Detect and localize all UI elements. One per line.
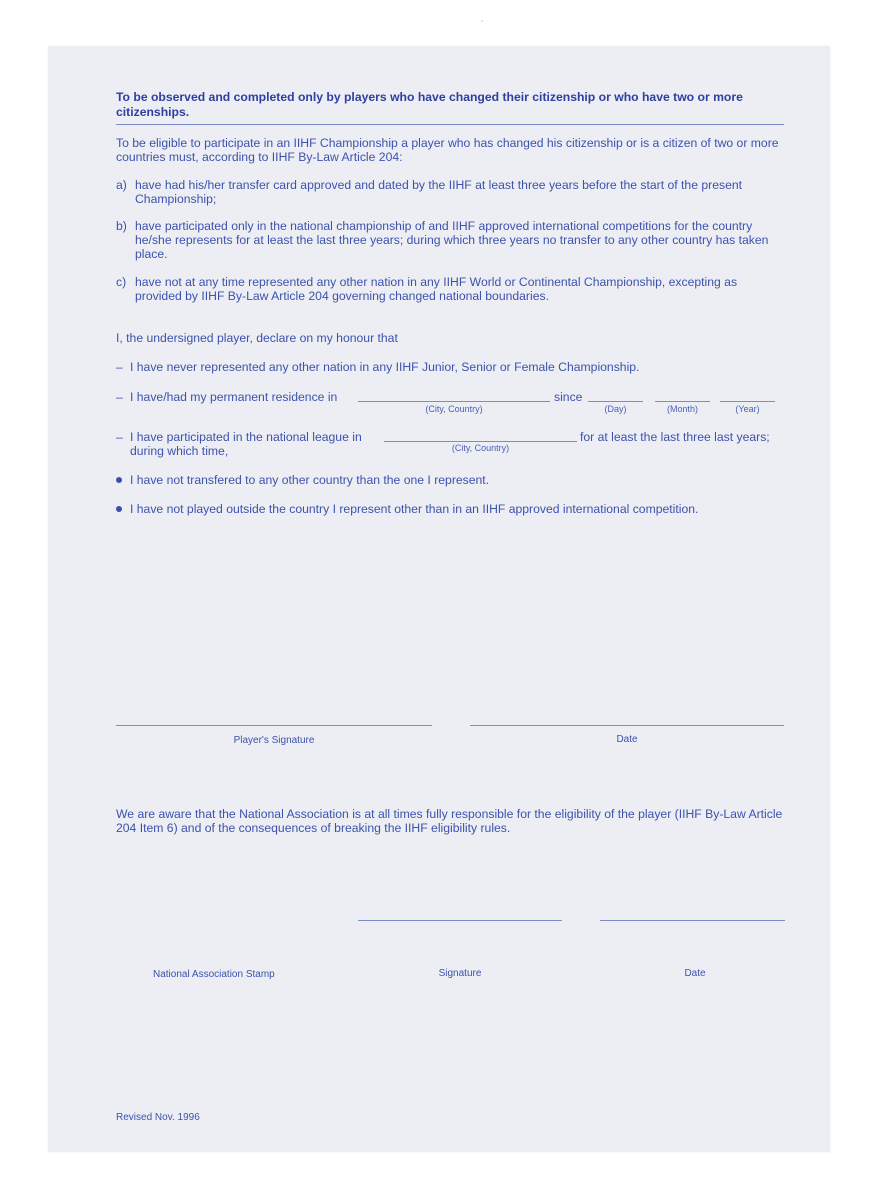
league-place-caption: (City, Country) [451,443,510,453]
requirement-text: have not at any time represented any other nation in any IIHF World or Continental Championship, excepting as provided by IIHF By-Law Article 204 governing changed national boundaries. [135,275,738,304]
residence-place-caption: (City, Country) [425,404,483,414]
declaration-not-transferred: I have not transfered to any other country than the one I represent. [130,473,490,487]
since-year-field[interactable] [720,401,775,402]
declaration-intro: I, the undersigned player, declare on my honour that [116,331,398,345]
league-line2: during which time, [130,444,229,458]
since-month-field[interactable] [655,401,710,402]
league-suffix: for at least the last three last years; [580,430,770,444]
requirement-marker: b) [116,219,127,233]
player-signature-label: Player's Signature [233,735,315,746]
form-page [48,46,830,1152]
player-date-label: Date [616,734,638,745]
association-date-label: Date [684,968,706,979]
declaration-text: I have never represented any other nation in any IIHF Junior, Senior or Female Championship. [130,360,640,374]
since-label: since [554,390,583,404]
dash-marker: – [116,430,123,444]
declaration-not-played-outside: I have not played outside the country I represent other than in an IIHF approved international competition. [130,502,699,516]
day-caption: (Day) [604,404,627,414]
form-header-title: To be observed and completed only by players who have changed their citizenship or who have two or more citizenships. [116,90,743,119]
intro-paragraph: To be eligible to participate in an IIHF Championship a player who has changed his citizenship or is a citizen of two or more countries must, according to IIHF By-Law Article 204: [116,136,779,165]
declaration-never-represented [116,360,784,376]
bullet-icon [116,477,122,483]
page-speck [481,20,483,22]
requirement-c [116,275,784,305]
association-signature-label: Signature [438,968,482,979]
declaration-residence [116,390,356,406]
header-divider [116,124,784,125]
requirement-b [116,219,784,263]
dash-marker: – [116,390,123,404]
declaration-text: I have/had my permanent residence in [130,390,338,404]
requirement-marker: a) [116,178,127,192]
league-place-field[interactable] [384,441,577,442]
declaration-text: I have participated in the national league in [130,430,362,444]
association-signature-field[interactable] [358,920,562,921]
association-awareness-paragraph: We are aware that the National Association is at all times fully responsible for the eligibility of the player (IIHF By-Law Article 204 Item 6) and of the consequences of breaking the IIHF eligibility rules. [116,807,783,836]
player-signature-field[interactable] [116,725,432,726]
requirement-a [116,178,784,208]
revision-note: Revised Nov. 1996 [116,1112,200,1123]
requirement-marker: c) [116,275,127,289]
year-caption: (Year) [735,404,760,414]
requirement-text: have had his/her transfer card approved and dated by the IIHF at least three years before the start of the present Championship; [135,178,743,207]
association-stamp-label: National Association Stamp [153,969,275,980]
requirement-text: have participated only in the national championship of and IIHF approved international competitions for the country he/she represents for at least the last three years; during which three years no transfer to any other country has taken place. [135,219,769,262]
player-date-field[interactable] [470,725,784,726]
association-date-field[interactable] [600,920,785,921]
dash-marker: – [116,360,123,374]
since-day-field[interactable] [588,401,643,402]
bullet-icon [116,506,122,512]
month-caption: (Month) [666,404,698,414]
residence-place-field[interactable] [358,401,550,402]
